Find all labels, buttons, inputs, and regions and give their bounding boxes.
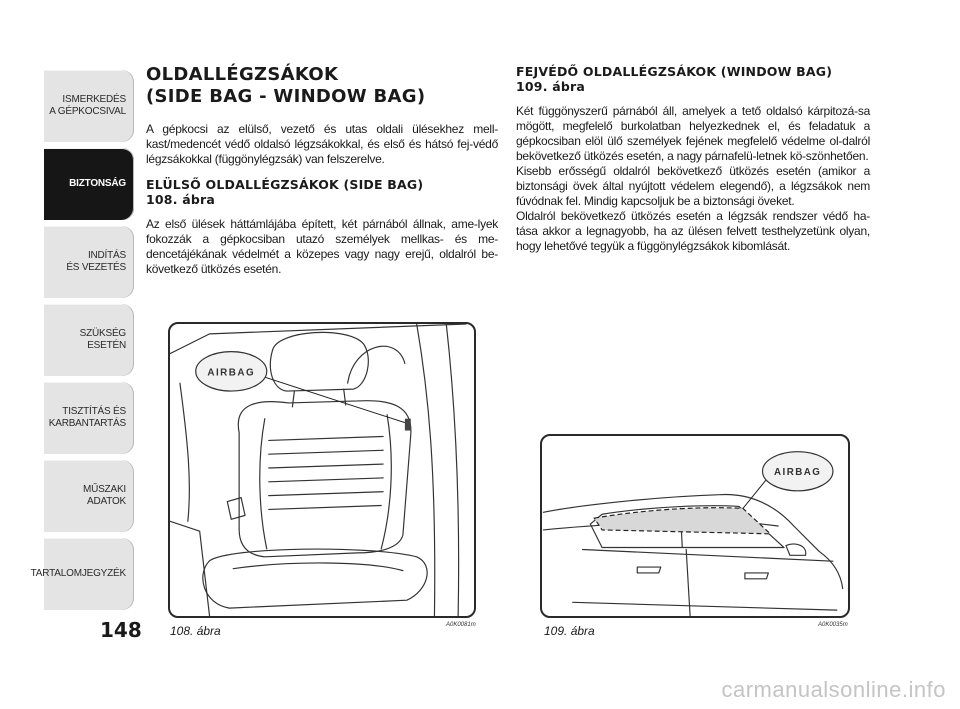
chapter-navigation [0, 0, 140, 709]
watermark: carmanualsonline.info [721, 677, 946, 702]
window-bag-paragraph-1: Két függönyszerű párnából áll, amelyek a tető oldalsó kárpitozá-sa mögött, megfelelő burkolatban helyezkednek el, és feladatuk a gépkocsiban elöl ülő személyek fejének megfelelő védelme ol-dalról bekövetkező ütközés esetén, a nagy párnafelü-letnek kö-szönhetően. [516, 104, 870, 163]
figure-109-car-illustration [540, 434, 850, 618]
tab-label: TISZTÍTÁS ÉS KARBANTARTÁS [48, 406, 126, 429]
figure-108-caption: 108. ábra [170, 624, 221, 638]
window-bag-heading-line-2: 109. ábra [516, 79, 585, 94]
tab-getting-to-know[interactable] [44, 70, 134, 142]
tab-safety[interactable] [44, 148, 134, 220]
window-bag-heading-line-1: FEJVÉDŐ OLDALLÉGZSÁKOK (WINDOW BAG) [516, 64, 833, 79]
tab-label: ISMERKEDÉS A GÉPKOCSIVAL [49, 94, 126, 117]
tab-index[interactable] [30, 538, 134, 610]
window-bag-paragraph-3: Oldalról bekövetkező ütközés esetén a légzsák rendszer védő ha-tása akkor a legnagyobb, ha az ülésen felvett testhelyzetünk olyan, hogy lehetővé tegyük a függönylégzsákok kibomlását. [516, 209, 870, 253]
side-bag-paragraph: Az első ülések háttámlájába épített, két párnából állnak, ame-lyek fokozzák a gépkocsiban utazó személyek mellkas- és me-dencetájékának védelmét a közepes vagy nagy erejű, oldalról be-következő ütközés esetén. [146, 217, 498, 276]
page-title [146, 64, 498, 108]
tab-emergency[interactable] [44, 304, 134, 376]
left-column [146, 64, 498, 277]
figure-108-code: A0K0081m [446, 622, 476, 628]
figure-109-caption: 109. ábra [544, 624, 595, 638]
right-column [516, 64, 870, 254]
window-bag-paragraph-2: Kisebb erősségű oldalról bekövetkező ütközés esetén (amikor a biztonsági övek által nyújtott védelem elegendő), a légzsákok nem fúvódnak fel. Mindig kapcsoljuk be a biztonsági öveket. [516, 164, 870, 208]
tab-label: SZÜKSÉG ESETÉN [79, 328, 126, 351]
tab-label: MŰSZAKI ADATOK [82, 484, 126, 507]
car-drawing [542, 436, 848, 616]
figure-108-seat-illustration [168, 322, 476, 618]
seat-drawing [170, 324, 474, 616]
page-title-line-2: (SIDE BAG - WINDOW BAG) [146, 86, 426, 107]
figure-109-code: A0K0035m [818, 622, 848, 628]
tab-label: INDÍTÁS ÉS VEZETÉS [66, 250, 126, 273]
tab-label: BIZTONSÁG [69, 178, 126, 189]
side-bag-heading [146, 177, 498, 207]
airbag-badge-label: AIRBAG [774, 467, 822, 479]
tab-starting-driving[interactable] [44, 226, 134, 298]
side-bag-heading-line-1: ELÜLSŐ OLDALLÉGZSÁKOK (SIDE BAG) [146, 177, 424, 192]
tab-technical-data[interactable] [44, 460, 134, 532]
side-bag-heading-line-2: 108. ábra [146, 192, 215, 207]
page-number: 148 [100, 618, 142, 642]
intro-paragraph: A gépkocsi az elülső, vezető és utas oldali ülésekhez mell-kast/medencét védő oldalsó légzsákokkal, és első és hátsó fej-védő légzsákokkal (függönylégzsák) van felszerelve. [146, 122, 498, 166]
airbag-badge-label: AIRBAG [207, 367, 256, 379]
window-bag-heading [516, 64, 870, 94]
page-title-line-1: OLDALLÉGZSÁKOK [146, 64, 339, 85]
tab-maintenance[interactable] [44, 382, 134, 454]
tab-label: TARTALOMJEGYZÉK [30, 568, 126, 579]
